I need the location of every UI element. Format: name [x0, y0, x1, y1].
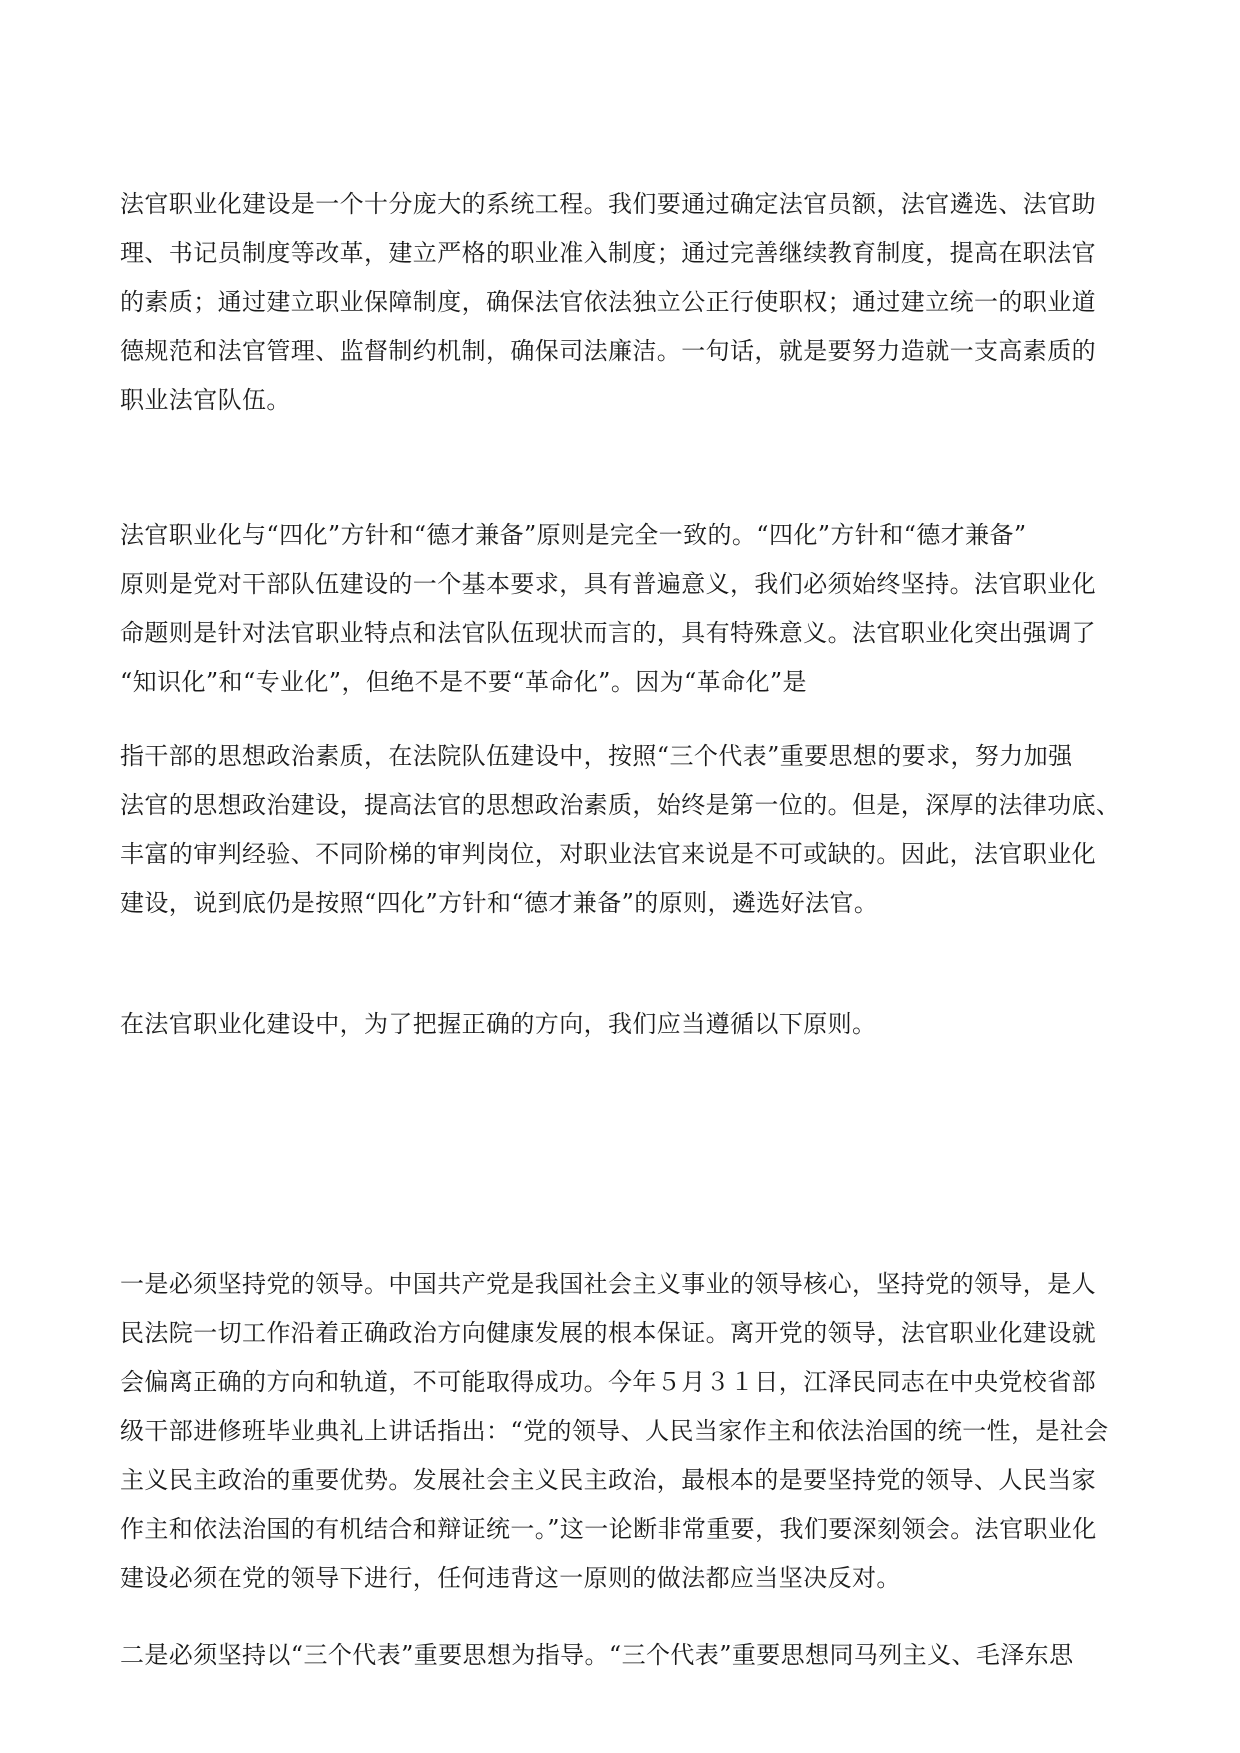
- text-line: 主义民主政治的重要优势。发展社会主义民主政治，最根本的是要坚持党的领导、人民当家: [120, 1466, 1096, 1494]
- text-line: 丰富的审判经验、不同阶梯的审判岗位，对职业法官来说是不可或缺的。因此，法官职业化: [120, 840, 1096, 868]
- text-line: 级干部进修班毕业典礼上讲话指出：“党的领导、人民当家作主和依法治国的统一性，是社会: [120, 1417, 1109, 1445]
- text-line: 指干部的思想政治素质，在法院队伍建设中，按照“三个代表”重要思想的要求，努力加强: [120, 742, 1073, 770]
- text-line: 建设必须在党的领导下进行，任何违背这一原则的做法都应当坚决反对。: [120, 1564, 901, 1592]
- paragraph-political-quality: [120, 732, 1120, 928]
- text-line: 职业法官队伍。: [120, 386, 291, 414]
- text-line: 一是必须坚持党的领导。中国共产党是我国社会主义事业的领导核心，坚持党的领导，是人: [120, 1270, 1096, 1298]
- text-line: 在法官职业化建设中，为了把握正确的方向，我们应当遵循以下原则。: [120, 1010, 877, 1038]
- paragraph-principle-three-represents: [120, 1631, 1120, 1680]
- text-line: “知识化”和“专业化”，但绝不是不要“革命化”。因为“革命化”是: [120, 668, 807, 696]
- text-line: 二是必须坚持以“三个代表”重要思想为指导。“三个代表”重要思想同马列主义、毛泽东思: [120, 1641, 1074, 1669]
- text-line: 法官职业化与“四化”方针和“德才兼备”原则是完全一致的。“四化”方针和“德才兼备”: [120, 521, 1027, 549]
- text-line: 理、书记员制度等改革，建立严格的职业准入制度；通过完善继续教育制度，提高在职法官: [120, 239, 1096, 267]
- text-line: 会偏离正确的方向和轨道，不可能取得成功。今年５月３１日，江泽民同志在中央党校省部: [120, 1368, 1096, 1396]
- paragraph-four-modernizations: [120, 511, 1120, 707]
- paragraph-principle-party-leadership: [120, 1260, 1120, 1603]
- text-line: 法官职业化建设是一个十分庞大的系统工程。我们要通过确定法官员额，法官遴选、法官助: [120, 190, 1096, 218]
- text-line: 的素质；通过建立职业保障制度，确保法官依法独立公正行使职权；通过建立统一的职业道: [120, 288, 1096, 316]
- paragraph-principles-intro: [120, 1000, 1120, 1049]
- text-line: 法官的思想政治建设，提高法官的思想政治素质，始终是第一位的。但是，深厚的法律功底、: [120, 791, 1120, 819]
- text-line: 民法院一切工作沿着正确政治方向健康发展的根本保证。离开党的领导，法官职业化建设就: [120, 1319, 1096, 1347]
- text-line: 作主和依法治国的有机结合和辩证统一。”这一论断非常重要，我们要深刻领会。法官职业化: [120, 1515, 1097, 1543]
- text-line: 原则是党对干部队伍建设的一个基本要求，具有普遍意义，我们必须始终坚持。法官职业化: [120, 570, 1096, 598]
- text-line: 建设，说到底仍是按照“四化”方针和“德才兼备”的原则，遴选好法官。: [120, 889, 879, 917]
- text-line: 德规范和法官管理、监督制约机制，确保司法廉洁。一句话，就是要努力造就一支高素质的: [120, 337, 1096, 365]
- paragraph-professionalization-project: [120, 180, 1120, 425]
- text-line: 命题则是针对法官职业特点和法官队伍现状而言的，具有特殊意义。法官职业化突出强调了: [120, 619, 1096, 647]
